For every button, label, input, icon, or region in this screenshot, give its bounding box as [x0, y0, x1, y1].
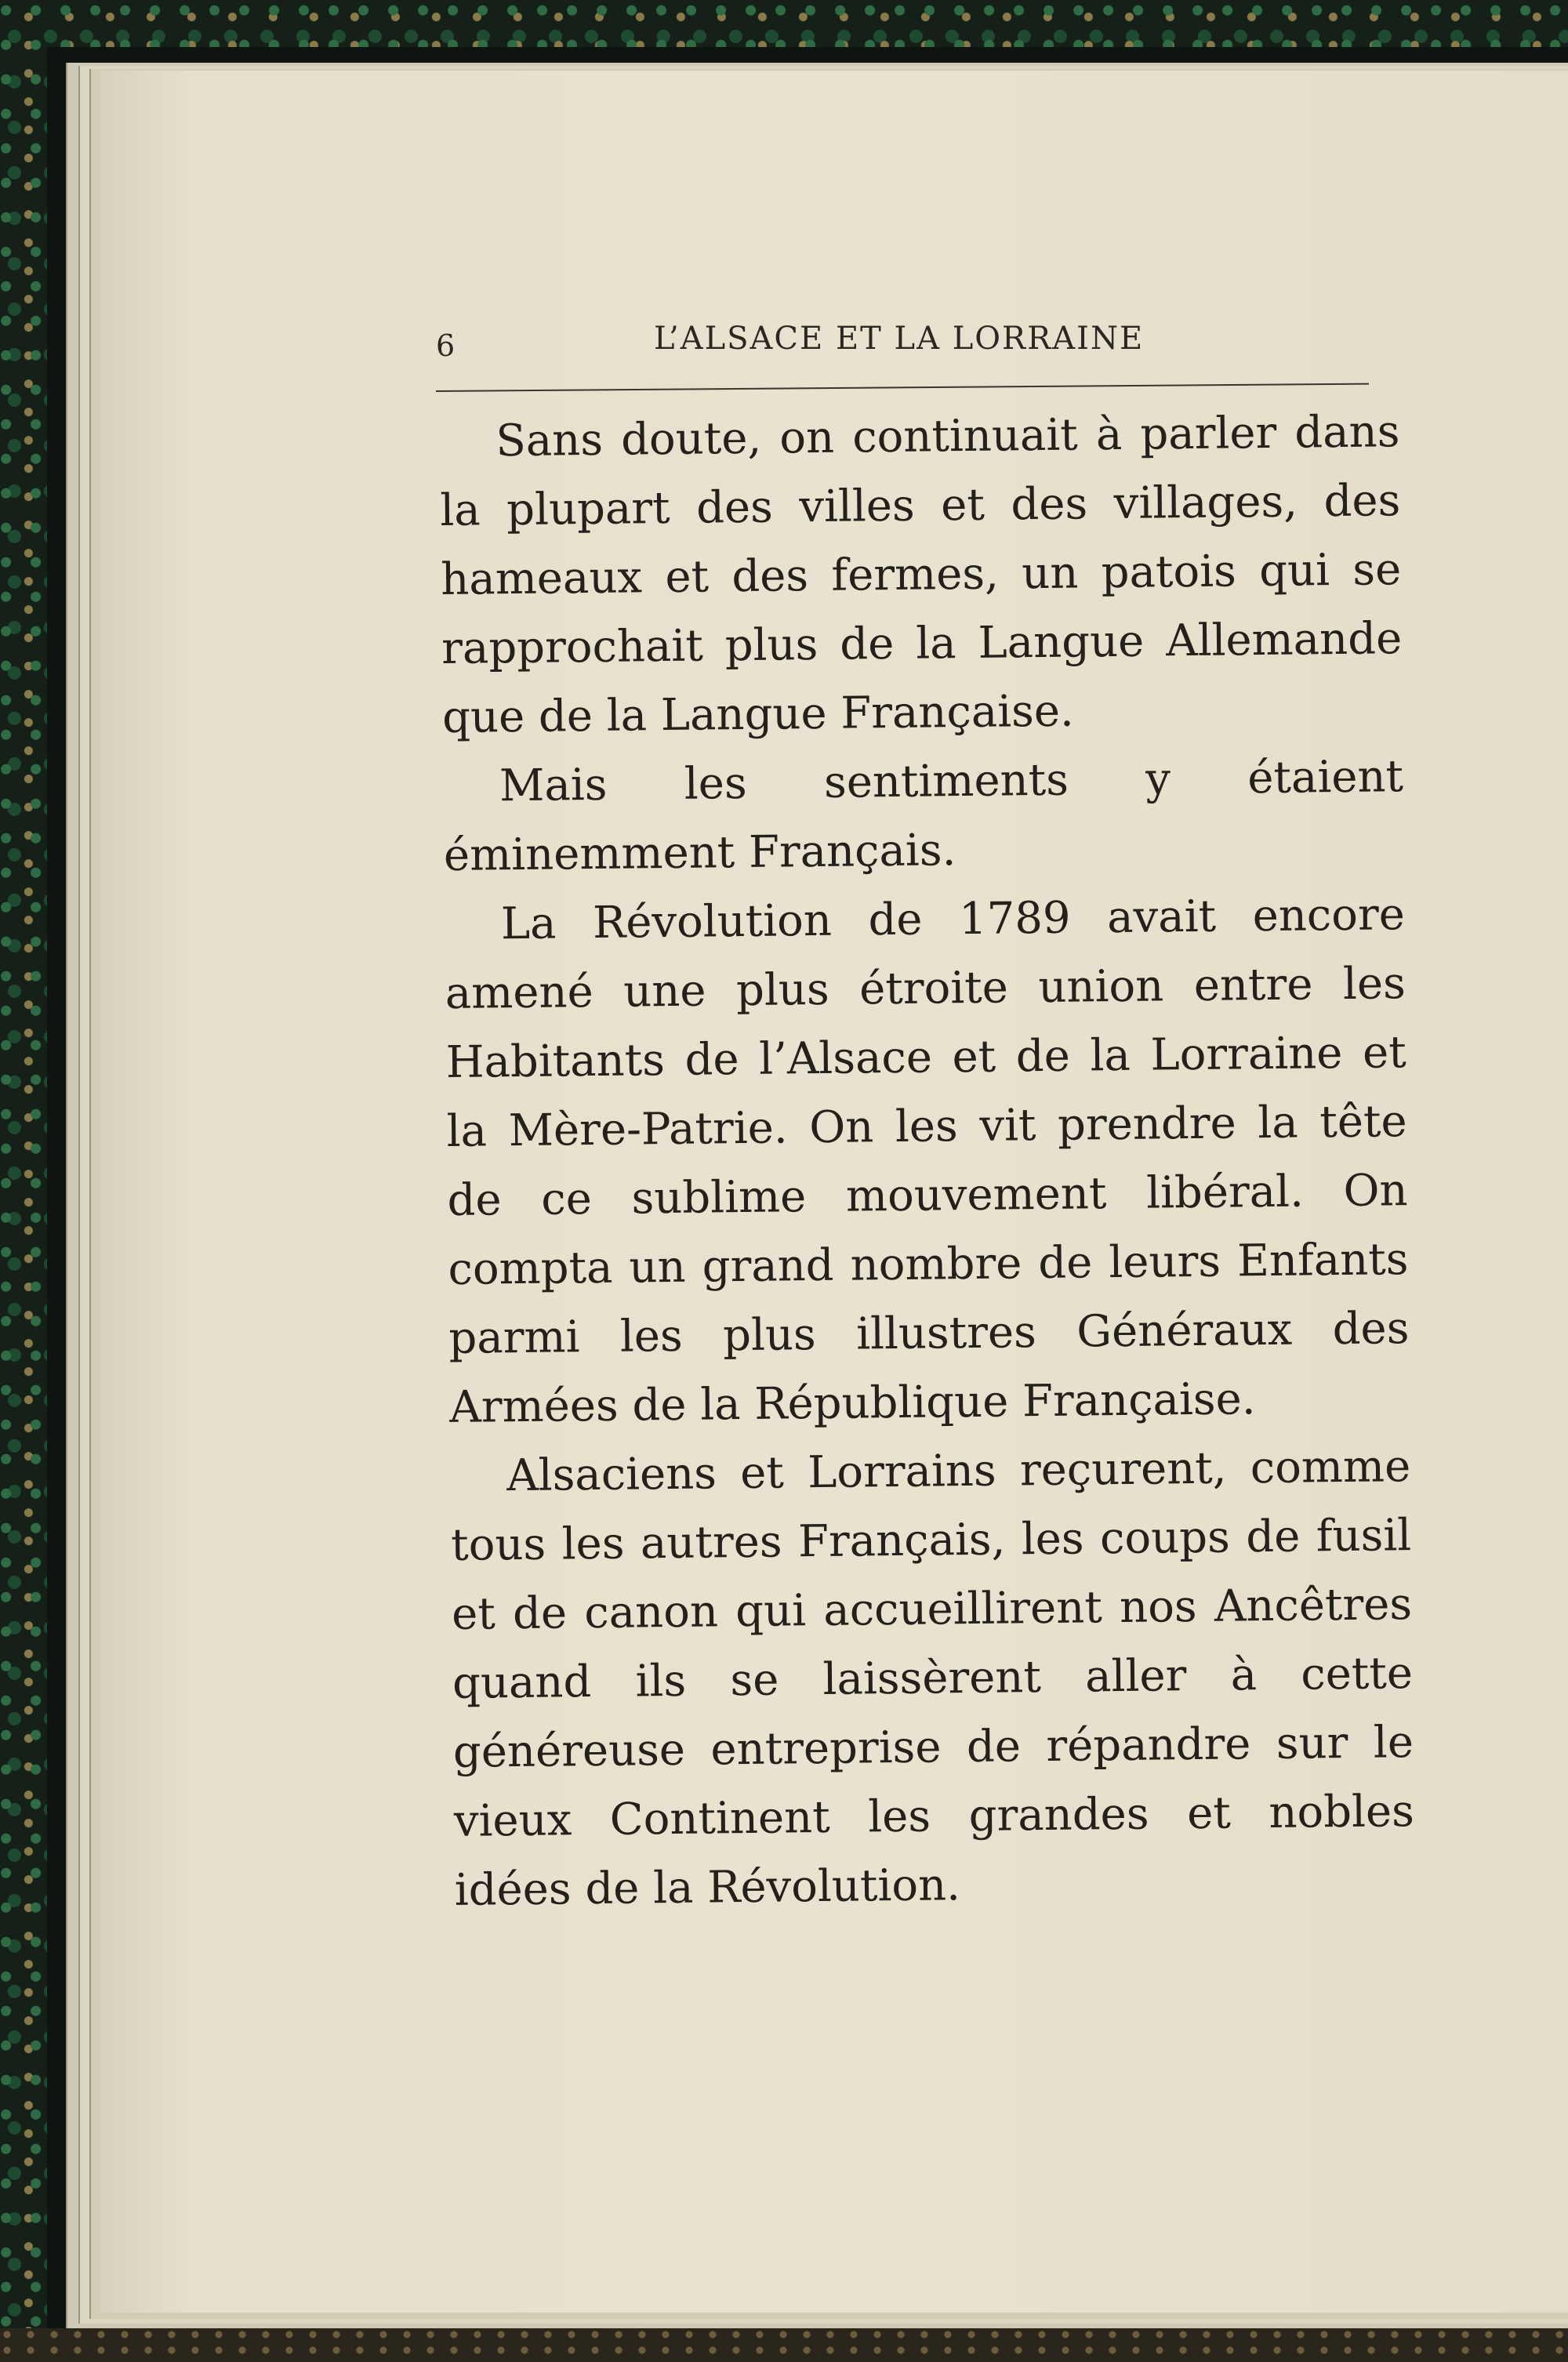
paragraph: Mais les sentiments y étaient éminemment Français. [443, 751, 1404, 881]
paragraph: Alsaciens et Lorrains reçurent, comme tous les autres Français, les coups de fusil et de canon qui accueillirent nos Ancêtres quand ils se laissèrent aller à cette généreuse entreprise de répandre sur le vieux Continent les grandes et nobles idées de la Révolution. [450, 1441, 1415, 1916]
running-head: L’ALSACE ET LA LORRAINE [654, 321, 1145, 357]
body-text [439, 397, 1415, 1925]
paragraph: Sans doute, on continuait à parler dans la plupart des villes et des villages, des hameaux et des fermes, un patois qui se rapprochait plus de la Langue Allemande que de la Langue Française. [440, 406, 1403, 743]
paragraph: La Révolution de 1789 avait encore amené une plus étroite union entre les Habitants de l’Alsace et de la Lorraine et la Mère-Patrie. On les vit prendre la tête de ce sublime mouvement libéral. On compta un grand nombre de leurs Enfants parmi les plus illustres Généraux des Armées de la République Française. [445, 889, 1410, 1433]
page-header [436, 310, 1369, 363]
book-bottom-edge [0, 2328, 1568, 2362]
page-number: 6 [436, 328, 456, 363]
